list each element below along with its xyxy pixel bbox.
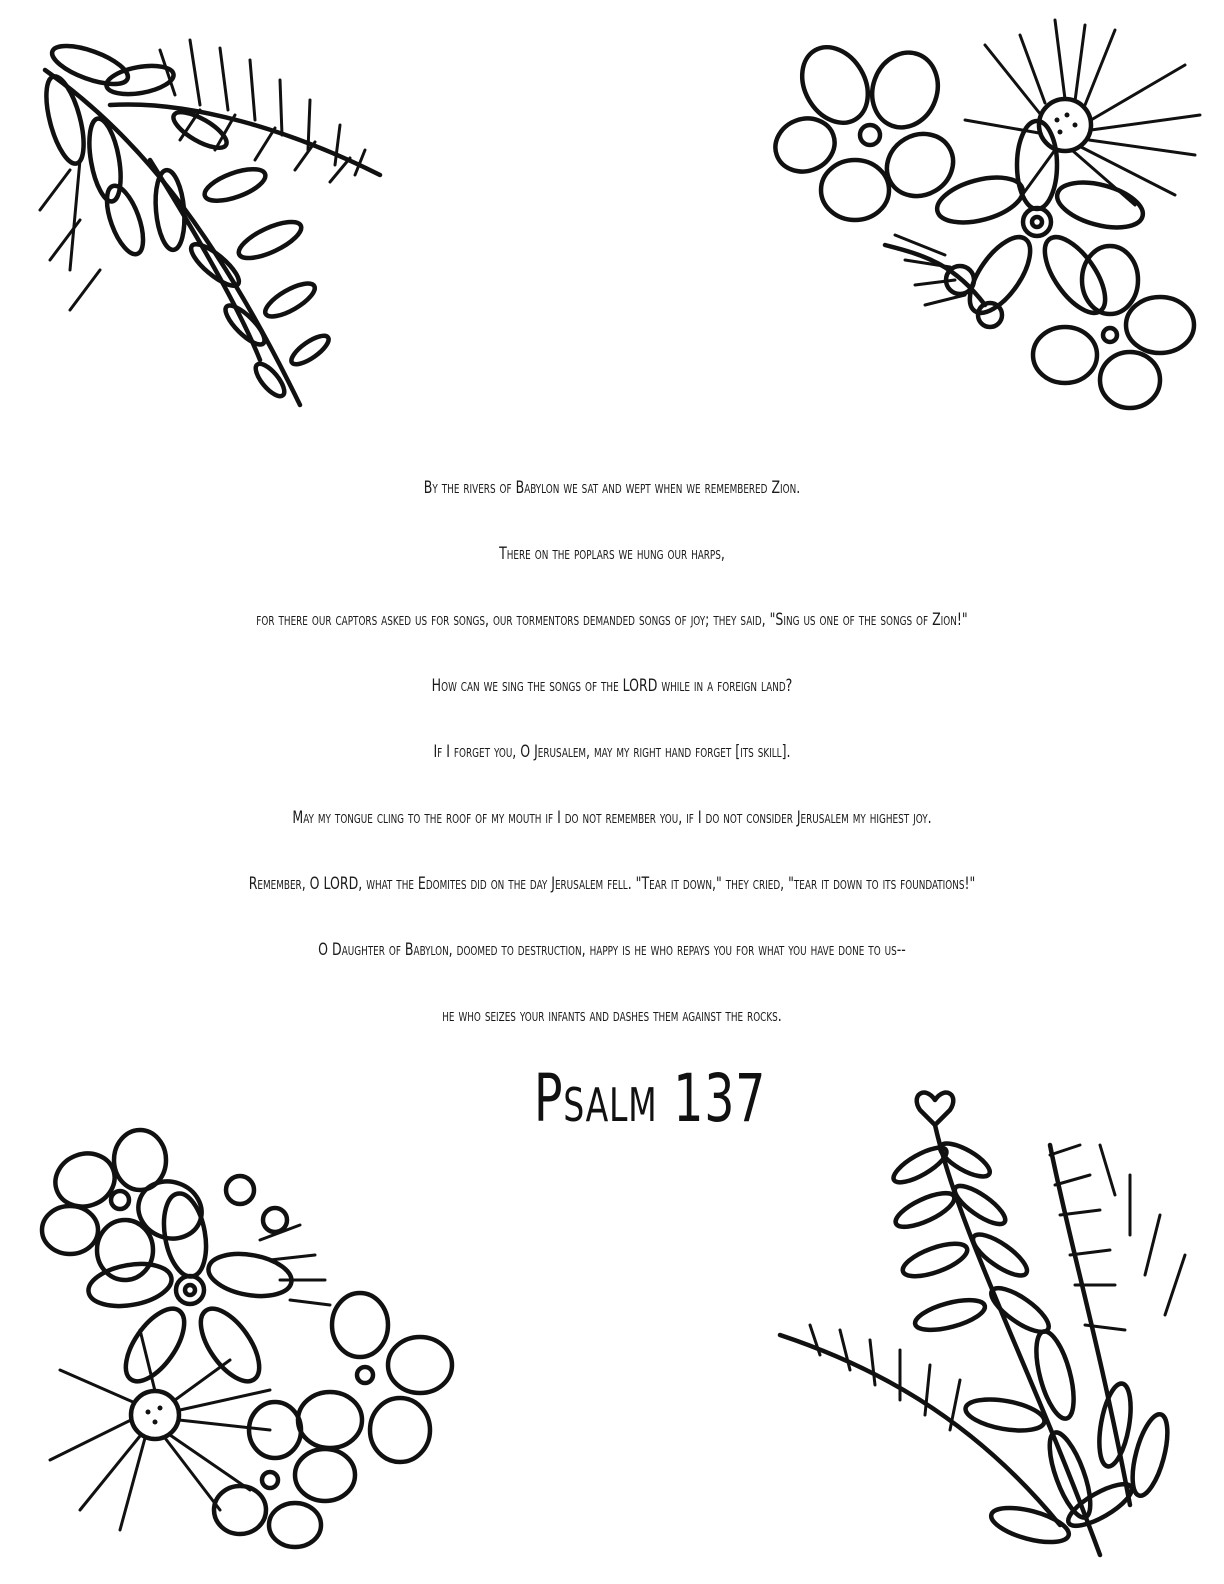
flower-cluster-icon: [30, 1130, 480, 1550]
verse-line: O Daughter of Babylon, doomed to destruction, happy is he who repays you for what you have done to us--: [318, 940, 906, 960]
bottom-left-flower-cluster-icon: [30, 1130, 480, 1550]
verse-line: If I forget you, O Jerusalem, may my right hand forget [its skill].: [433, 742, 791, 762]
verse-line: Remember, O LORD, what the Edomites did on the day Jerusalem fell. "Tear it down," they cried, "tear it down to its foundations!": [248, 874, 976, 894]
leafy-branch-icon: [10, 10, 410, 420]
bottom-right-leafy-branch-icon: [770, 1085, 1210, 1575]
top-left-leafy-branch-icon: [10, 10, 410, 420]
top-right-flower-cluster-icon: [755, 5, 1215, 415]
verse-line: How can we sing the songs of the LORD while in a foreign land?: [431, 676, 793, 696]
verse-line: By the rivers of Babylon we sat and wept when we remembered Zion.: [423, 478, 801, 498]
verse-line: for there our captors asked us for songs, our tormentors demanded songs of joy; they said, "Sing us one of the songs of Zion!": [256, 610, 968, 630]
verse-line: May my tongue cling to the roof of my mouth if I do not remember you, if I do not consider Jerusalem my highest joy.: [292, 808, 932, 828]
psalm-text: [20, 471, 1204, 1065]
flower-cluster-icon: [755, 5, 1215, 415]
leafy-branch-icon: [770, 1085, 1210, 1575]
verse-line: he who seizes your infants and dashes them against the rocks.: [442, 1006, 782, 1026]
verse-line: There on the poplars we hung our harps,: [499, 544, 725, 564]
page-title: Psalm 137: [533, 1060, 767, 1137]
